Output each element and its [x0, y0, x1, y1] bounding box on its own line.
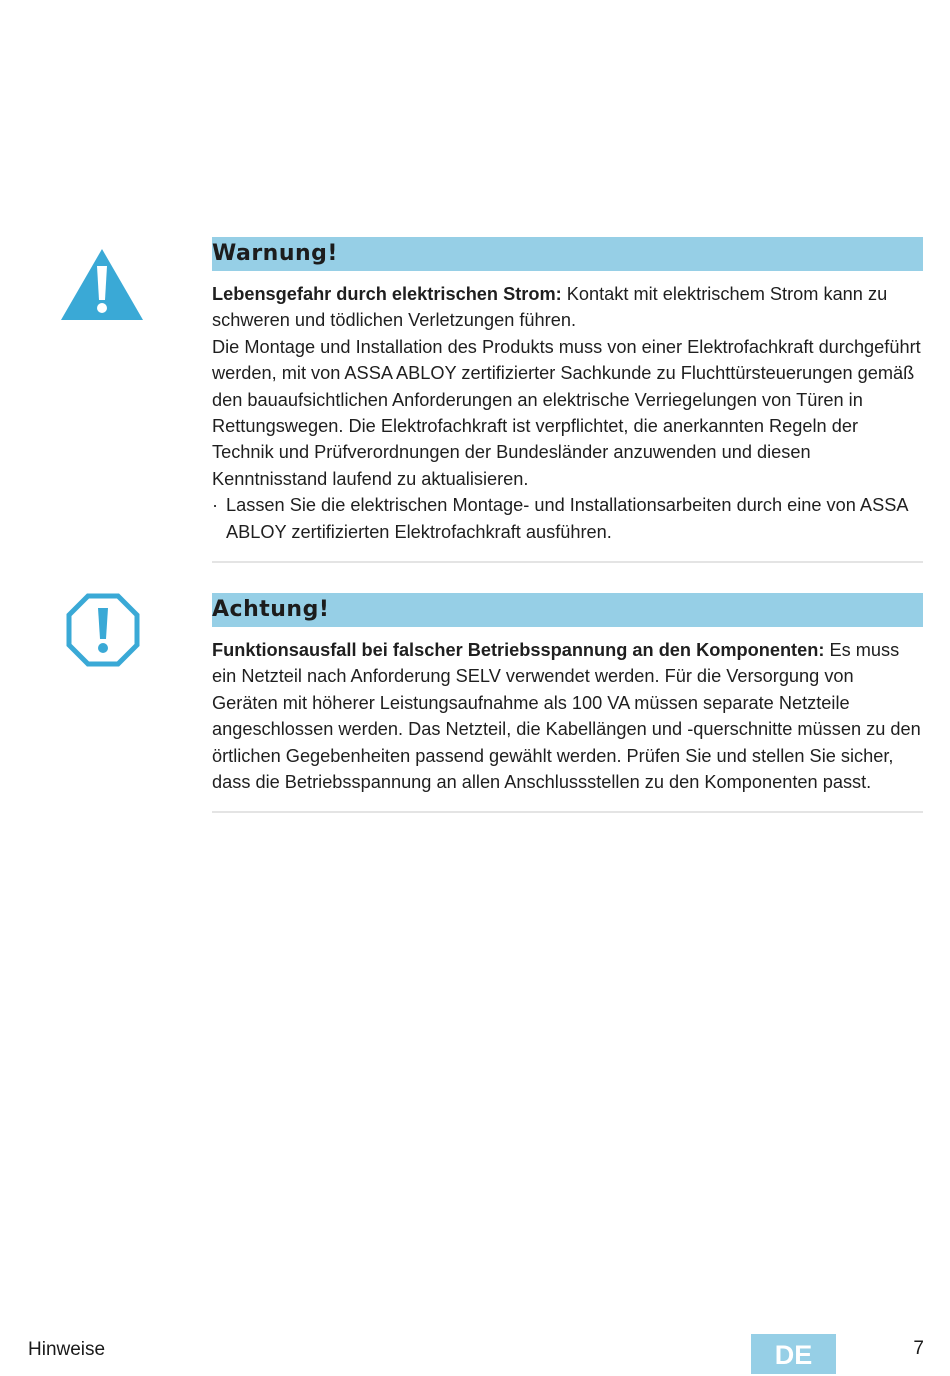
warning-body — [212, 281, 923, 545]
caution-octagon-icon — [66, 593, 140, 667]
caution-lead — [212, 637, 923, 795]
warning-lead-bold: Lebensgefahr durch elektrischen Strom: — [212, 284, 562, 304]
warning-bullet-item — [212, 492, 923, 545]
caution-section — [212, 593, 923, 813]
language-badge: DE — [751, 1334, 836, 1374]
warning-paragraph: Die Montage und Installation des Produkts muss von einer Elektrofachkraft durchgeführt werden, mit von ASSA ABLOY zertifizierter Sachkunde zu Fluchttürsteuerungen gemäß den bauaufsichtlichen Anforderungen an elektrische Verriegelungen von Türen in Rettungswegen. Die Elektrofachkraft ist verpflichtet, die anerkannten Regeln der Technik und Prüfverordnungen der Bundesländer anzuwenden und diesen Kenntnisstand laufend zu aktualisieren. — [212, 336, 921, 489]
page-number: 7 — [913, 1338, 924, 1359]
warning-heading: Warnung! — [212, 237, 923, 271]
caution-heading: Achtung! — [212, 593, 923, 627]
warning-triangle-icon — [60, 248, 144, 322]
bullet-dot: · — [212, 495, 219, 516]
caution-divider — [212, 811, 923, 813]
warning-bullet-text: Lassen Sie die elektrischen Montage- und Installationsarbeiten durch eine von ASSA ABLOY zertifizierten Elektrofachkraft ausführen. — [226, 495, 908, 542]
caution-body — [212, 637, 923, 795]
warning-divider — [212, 561, 923, 563]
caution-lead-text: Es muss ein Netzteil nach Anforderung SELV verwendet werden. Für die Versorgung von Geräten mit höherer Leistungsaufnahme als 100 VA müssen separate Netzteile angeschlossen werden. Das Netzteil, die Kabellängen und -querschnitte müssen zu den örtlichen Gegebenheiten passend gewählt werden. Prüfen Sie und stellen Sie sicher, dass die Betriebsspannung an allen Anschlussstellen zu den Komponenten passt. — [212, 640, 921, 793]
warning-lead-text: Kontakt mit elektrischem Strom kann zu schweren und tödlichen Verletzungen führen. — [212, 284, 888, 331]
footer-section-label: Hinweise — [28, 1339, 106, 1360]
caution-lead-bold: Funktionsausfall bei falscher Betriebsspannung an den Komponenten: — [212, 640, 825, 660]
warning-section — [212, 237, 923, 563]
warning-lead — [212, 281, 923, 334]
